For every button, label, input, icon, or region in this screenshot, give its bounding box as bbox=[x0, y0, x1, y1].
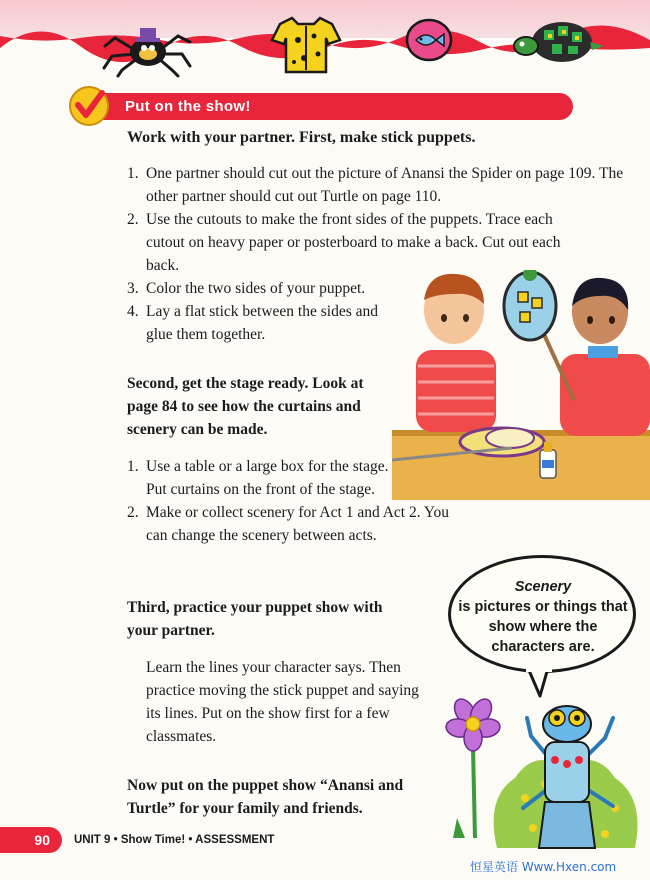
step-text: Use the cutouts to make the front sides of the puppets. Trace each cutout on heavy paper or posterboard to make a back. Cut out each back. bbox=[146, 211, 561, 274]
list-item bbox=[127, 300, 382, 346]
step-number: 4. bbox=[127, 303, 139, 320]
footer-separator: • bbox=[110, 834, 121, 846]
step-text: Make or collect scenery for Act 1 and Act 2. You can change the scenery between acts. bbox=[146, 504, 450, 544]
unit-label: UNIT 9 bbox=[74, 834, 111, 846]
spider-icon bbox=[100, 18, 195, 83]
step-text: Color the two sides of your puppet. bbox=[146, 280, 366, 297]
footer-separator: • bbox=[185, 834, 196, 846]
step-number: 3. bbox=[127, 280, 139, 297]
step-number: 1. bbox=[127, 165, 139, 182]
scenery-definition bbox=[458, 577, 628, 657]
list-item bbox=[127, 455, 389, 501]
stage-steps-list bbox=[127, 455, 472, 547]
page-number: 90 bbox=[0, 827, 62, 853]
list-item bbox=[127, 162, 627, 208]
step-number: 2. bbox=[127, 211, 139, 228]
list-item bbox=[127, 277, 395, 300]
watermark: 恒星英语 Www.Hxen.com bbox=[470, 860, 617, 874]
scenery-definition-text: is pictures or things that show where the characters are. bbox=[458, 599, 628, 655]
unit-title: Show Time! bbox=[120, 834, 186, 846]
list-item bbox=[127, 208, 577, 277]
section-title: Put on the show! bbox=[125, 98, 251, 115]
stage-heading: Second, get the stage ready. Look at page 84 to see how the curtains and scenery can be made. bbox=[127, 375, 364, 438]
final-instruction: Now put on the puppet show “Anansi and Turtle” for your family and friends. bbox=[127, 777, 404, 817]
step-text: Lay a flat stick between the sides and glue them together. bbox=[146, 303, 378, 343]
fish-icon bbox=[404, 16, 454, 69]
footer-label: ASSESSMENT bbox=[195, 834, 275, 846]
list-item bbox=[127, 501, 472, 547]
step-number: 2. bbox=[127, 504, 139, 521]
scenery-term: Scenery bbox=[514, 579, 572, 595]
step-text: One partner should cut out the picture of Anansi the Spider on page 109. The other partner should cut out Turtle on page 110. bbox=[146, 165, 624, 205]
spider-puppet-illustration bbox=[445, 688, 650, 858]
footer-running-head bbox=[74, 834, 274, 846]
turtle-icon bbox=[512, 18, 607, 73]
practice-heading: Third, practice your puppet show with your partner. bbox=[127, 599, 383, 639]
step-text: Use a table or a large box for the stage. Put curtains on the front of the stage. bbox=[146, 458, 389, 498]
intro-instruction: Work with your partner. First, make stick puppets. bbox=[127, 129, 476, 146]
practice-paragraph: Learn the lines your character says. Then practice moving the stick puppet and saying its lines. Put on the show first for a few classmates. bbox=[146, 659, 419, 745]
step-number: 1. bbox=[127, 458, 139, 475]
checkmark-icon bbox=[68, 85, 110, 127]
shirt-icon bbox=[270, 14, 342, 81]
